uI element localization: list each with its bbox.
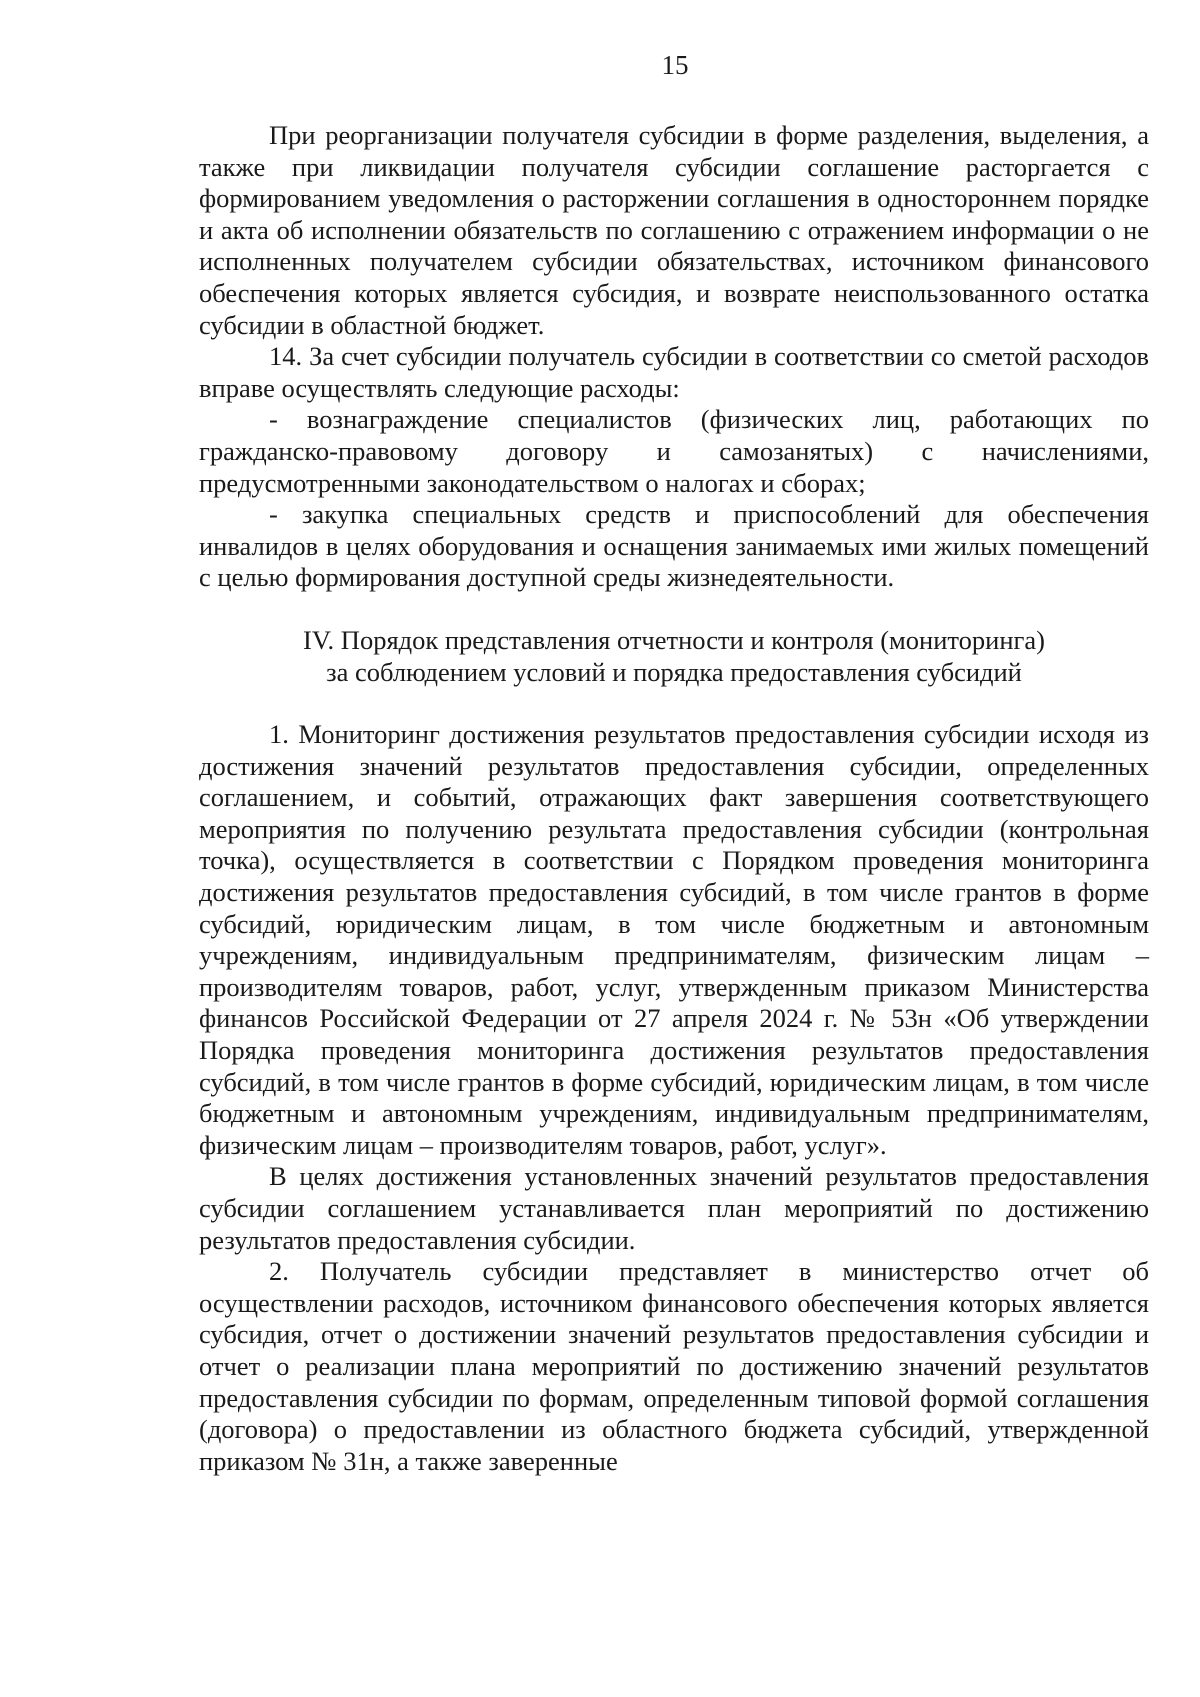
page-number: 15 [661,50,689,80]
section-heading [199,625,1149,688]
document-body [199,120,1149,1477]
paragraph-14: 14. За счет субсидии получатель субсидии в соответствии со сметой расходов вправе осуществлять следующие расходы: [199,341,1149,403]
section-heading-line-2: за соблюдением условий и порядка предоставления субсидий [326,656,1022,687]
paragraph-1-plan: В целях достижения установленных значений результатов предоставления субсидии соглашением устанавливается план мероприятий по достижению результатов предоставления субсидии. [199,1161,1149,1255]
paragraph-14-item-2: - закупка специальных средств и приспособлений для обеспечения инвалидов в целях оборудования и оснащения занимаемых ими жилых помещений с целью формирования доступной среды жизнедеятельности. [199,499,1149,593]
section-heading-line-1: IV. Порядок представления отчетности и контроля (мониторинга) [303,624,1045,655]
paragraph-2: 2. Получатель субсидии представляет в министерство отчет об осуществлении расходов, источником финансового обеспечения которых является субсидия, отчет о достижении значений результатов предоставления субсидии и отчет о реализации плана мероприятий по достижению значений результатов предоставления субсидии по формам, определенным типовой формой соглашения (договора) о предоставлении из областного бюджета субсидий, утвержденной приказом № 31н, а также заверенные [199,1256,1149,1476]
paragraph-14-item-1: - вознаграждение специалистов (физических лиц, работающих по гражданско-правовому договору и самозанятых) с начислениями, предусмотренными законодательством о налогах и сборах; [199,404,1149,498]
paragraph-reorganization: При реорганизации получателя субсидии в форме разделения, выделения, а также при ликвидации получателя субсидии соглашение расторгается с формированием уведомления о расторжении соглашения в одностороннем порядке и акта об исполнении обязательств по соглашению с отражением информации о не исполненных получателем субсидии обязательствах, источником финансового обеспечения которых является субсидия, и возврате неиспользованного остатка субсидии в областной бюджет. [199,120,1149,340]
paragraph-1: 1. Мониторинг достижения результатов предоставления субсидии исходя из достижения значений результатов предоставления субсидии, определенных соглашением, и событий, отражающих факт завершения соответствующего мероприятия по получению результата предоставления субсидии (контрольная точка), осуществляется в соответствии с Порядком проведения мониторинга достижения результатов предоставления субсидий, в том числе грантов в форме субсидий, юридическим лицам, в том числе бюджетным и автономным учреждениям, индивидуальным предпринимателям, физическим лицам – производителям товаров, работ, услуг, утвержденным приказом Министерства финансов Российской Федерации от 27 апреля 2024 г. № 53н «Об утверждении Порядка проведения мониторинга достижения результатов предоставления субсидий, в том числе грантов в форме субсидий, юридическим лицам, в том числе бюджетным и автономным учреждениям, индивидуальным предпринимателям, физическим лицам – производителям товаров, работ, услуг». [199,719,1149,1160]
